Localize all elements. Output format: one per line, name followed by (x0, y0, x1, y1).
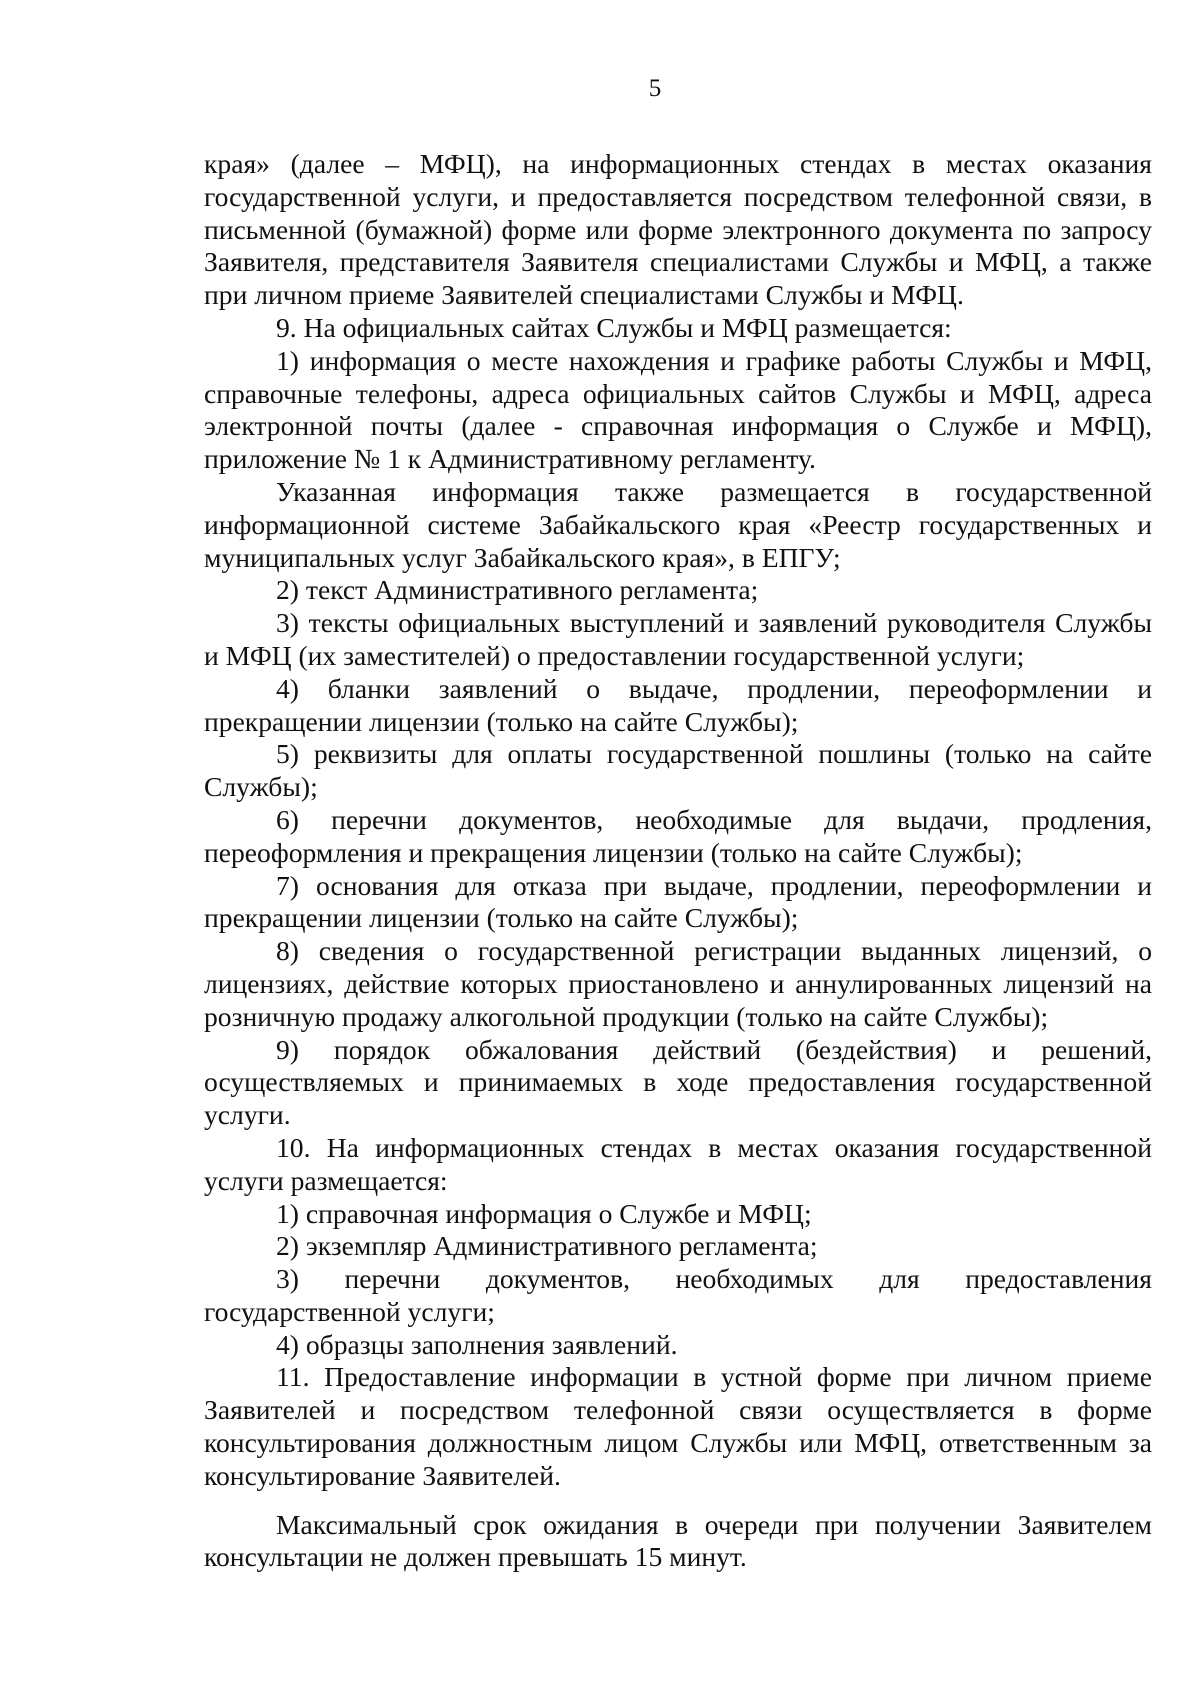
page-number: 5 (648, 75, 662, 102)
paragraph-subitem-9: 9) порядок обжалования действий (бездействия) и решений, осуществляемых и принимаемых в ходе предоставления государственной услуги. (204, 1033, 1152, 1131)
paragraph-item-9: 9. На официальных сайтах Службы и МФЦ размещается: (276, 311, 952, 343)
document-body (204, 148, 1152, 1574)
paragraph-stand-subitem-2: 2) экземпляр Административного регламента; (276, 1230, 818, 1262)
paragraph-subitem-1: 1) информация о месте нахождения и графике работы Службы и МФЦ, справочные телефоны, адреса официальных сайтов Службы и МФЦ, адреса электронной почты (далее - справочная информация о Службе и МФЦ), приложение № 1 к Административному регламенту. (204, 344, 1152, 475)
paragraph-subitem-5: 5) реквизиты для оплаты государственной пошлины (только на сайте Службы); (204, 738, 1152, 803)
paragraph-registry-note: Указанная информация также размещается в государственной информационной системе Забайкальского края «Реестр государственных и муниципальных услуг Забайкальского края», в ЕПГУ; (204, 475, 1152, 573)
paragraph-subitem-3: 3) тексты официальных выступлений и заявлений руководителя Службы и МФЦ (их заместителей) о предоставлении государственной услуги; (204, 607, 1152, 671)
paragraph-subitem-2: 2) текст Административного регламента; (276, 574, 759, 606)
paragraph-stand-subitem-1: 1) справочная информация о Службе и МФЦ; (276, 1197, 812, 1229)
paragraph-subitem-6: 6) перечни документов, необходимые для выдачи, продления, переоформления и прекращения лицензии (только на сайте Службы); (204, 803, 1152, 868)
paragraph-item-10: 10. На информационных стендах в местах оказания государственной услуги размещается: (204, 1131, 1152, 1196)
paragraph-subitem-7: 7) основания для отказа при выдаче, продлении, переоформлении и прекращении лицензии (только на сайте Службы); (204, 869, 1152, 934)
paragraph-stand-subitem-4: 4) образцы заполнения заявлений. (276, 1328, 678, 1360)
paragraph-stand-subitem-3: 3) перечни документов, необходимых для предоставления государственной услуги; (204, 1263, 1152, 1327)
paragraph-continuation: края» (далее – МФЦ), на информационных стендах в местах оказания государственной услуги, и предоставляется посредством телефонной связи, в письменной (бумажной) форме или форме электронного документа по запросу Заявителя, представителя Заявителя специалистами Службы и МФЦ, а также при личном приеме Заявителей специалистами Службы и МФЦ. (204, 148, 1152, 311)
paragraph-subitem-4: 4) бланки заявлений о выдаче, продлении, переоформлении и прекращении лицензии (только на сайте Службы); (204, 672, 1152, 737)
paragraph-item-11: 11. Предоставление информации в устной форме при личном приеме Заявителей и посредством телефонной связи осуществляется в форме консультирования должностным лицом Службы или МФЦ, ответственным за консультирование Заявителей. (204, 1361, 1152, 1491)
paragraph-waiting-time: Максимальный срок ожидания в очереди при получении Заявителем консультации не должен превышать 15 минут. (204, 1508, 1152, 1573)
paragraph-subitem-8: 8) сведения о государственной регистрации выданных лицензий, о лицензиях, действие которых приостановлено и аннулированных лицензий на розничную продажу алкогольной продукции (только на сайте Службы); (204, 935, 1152, 1032)
